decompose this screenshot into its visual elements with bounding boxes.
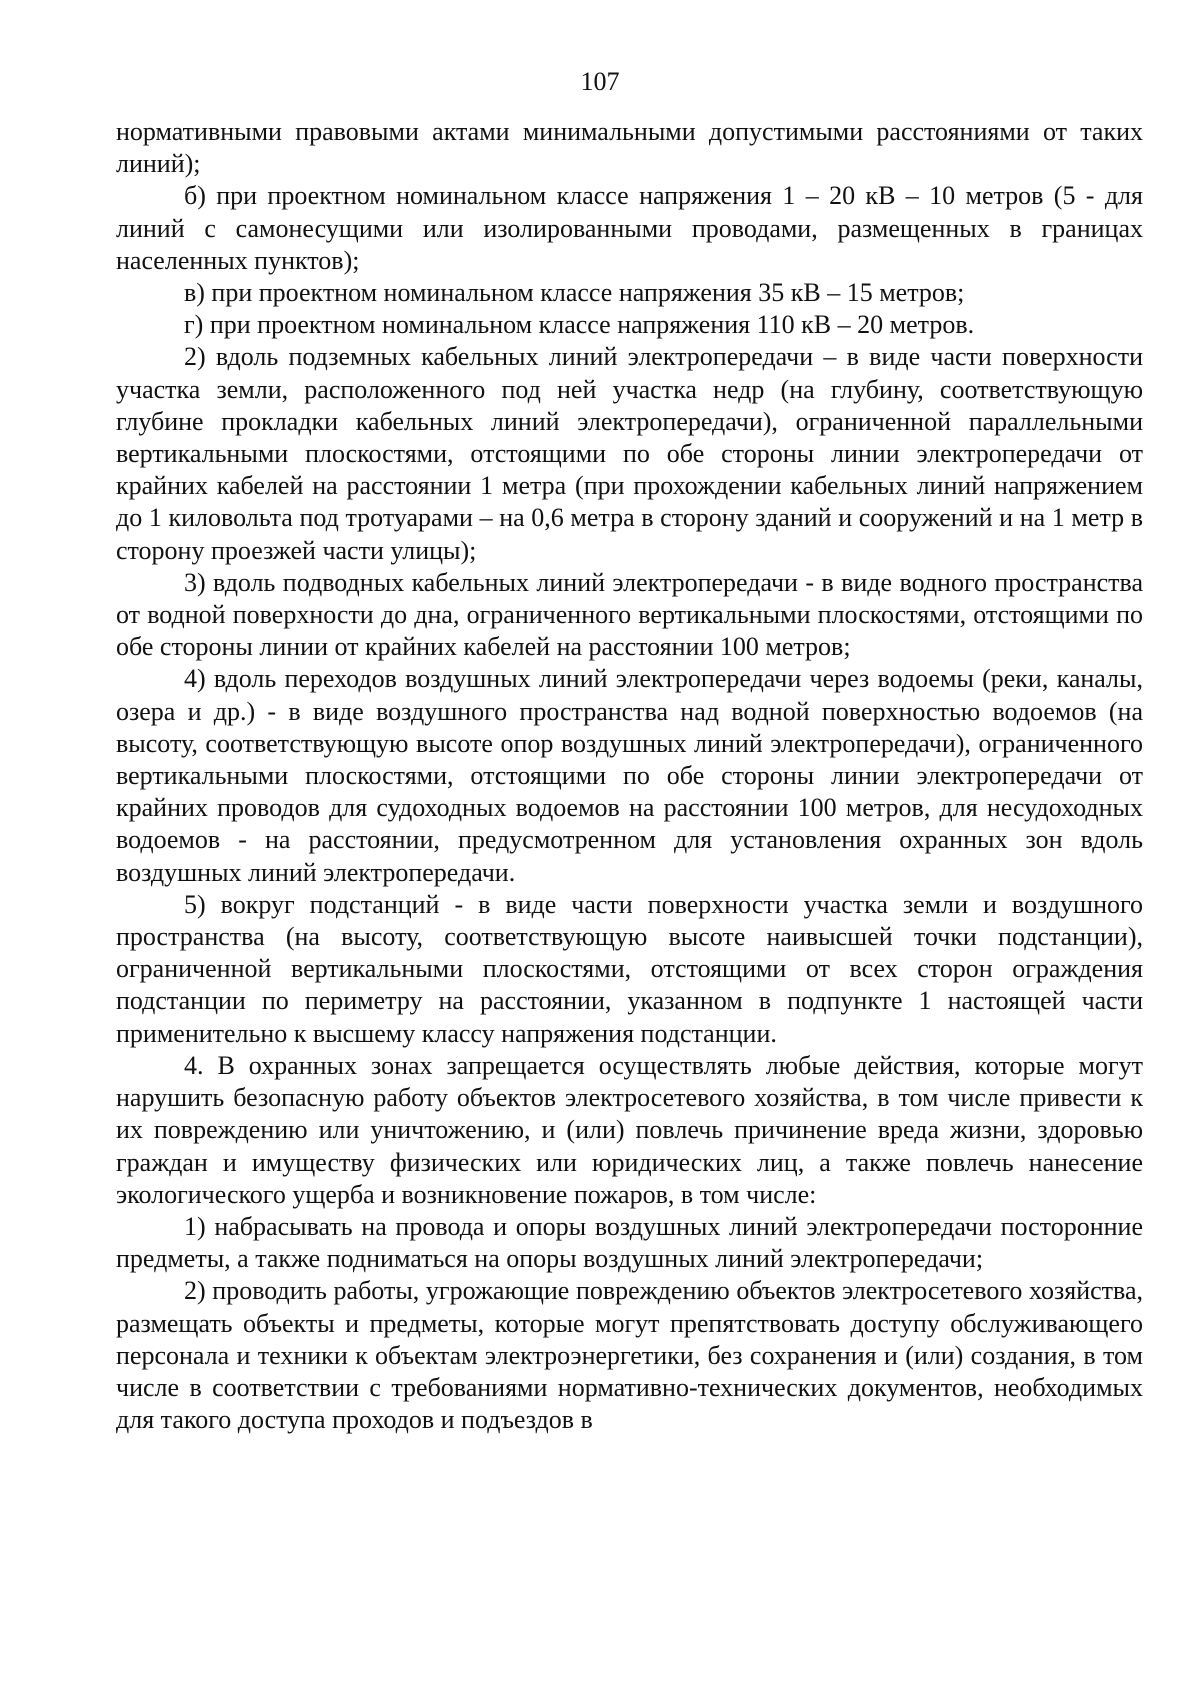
paragraph: 1) набрасывать на провода и опоры воздушных линий электропередачи посторонние предметы, а также подниматься на опоры воздушных линий электропередачи; — [116, 1211, 1143, 1274]
paragraph: нормативными правовыми актами минимальными допустимыми расстояниями от таких линий); — [116, 117, 1143, 179]
paragraph: 5) вокруг подстанций - в виде части поверхности участка земли и воздушного пространства (на высоту, соответствующую высоте наивысшей точки подстанции), ограниченной вертикальными плоскостями, отстоящими от всех сторон ограждения подстанции по периметру на расстоянии, указанном в подпункте 1 настоящей части применительно к высшему классу напряжения подстанции. — [116, 889, 1143, 1048]
paragraph: б) при проектном номинальном классе напряжения 1 – 20 кВ – 10 метров (5 - для линий с самонесущими или изолированными проводами, размещенных в границах населенных пунктов); — [116, 181, 1143, 275]
paragraph: 2) вдоль подземных кабельных линий электропередачи – в виде части поверхности участка земли, расположенного под ней участка недр (на глубину, соответствующую глубине прокладки кабельных линий электропередачи), ограниченной параллельными вертикальными плоскостями, отстоящими по обе стороны линии электропередачи от крайних кабелей на расстоянии 1 метра (при прохождении кабельных линий напряжением до 1 киловольта под тротуарами – на 0,6 метра в сторону зданий и сооружений и на 1 метр в сторону проезжей части улицы); — [116, 342, 1143, 565]
page-number: 107 — [580, 67, 620, 96]
paragraph: 2) проводить работы, угрожающие повреждению объектов электросетевого хозяйства, размещать объекты и предметы, которые могут препятствовать доступу обслуживающего персонала и техники к объектам электроэнергетики, без сохранения и (или) создания, в том числе в соответствии с требованиями нормативно-технических документов, необходимых для такого доступа проходов и подъездов в — [116, 1276, 1143, 1435]
paragraph: в) при проектном номинальном классе напряжения 35 кВ – 15 метров; — [184, 278, 965, 308]
paragraph: 3) вдоль подводных кабельных линий электропередачи - в виде водного пространства от водной поверхности до дна, ограниченного вертикальными плоскостями, отстоящими по обе стороны линии от крайних кабелей на расстоянии 100 метров; — [116, 567, 1143, 662]
paragraph: 4) вдоль переходов воздушных линий электропередачи через водоемы (реки, каналы, озера и др.) - в виде воздушного пространства над водной поверхностью водоемов (на высоту, соответствующую высоте опор воздушных линий электропередачи), ограниченного вертикальными плоскостями, отстоящими по обе стороны линии электропередачи от крайних проводов для судоходных водоемов на расстоянии 100 метров, для несудоходных водоемов - на расстоянии, предусмотренном для установления охранных зон вдоль воздушных линий электропередачи. — [116, 664, 1143, 887]
document-body — [116, 116, 1143, 1436]
paragraph: г) при проектном номинальном классе напряжения 110 кВ – 20 метров. — [184, 310, 975, 340]
paragraph: 4. В охранных зонах запрещается осуществлять любые действия, которые могут нарушить безопасную работу объектов электросетевого хозяйства, в том числе привести к их повреждению или уничтожению, и (или) повлечь причинение вреда жизни, здоровью граждан и имуществу физических или юридических лиц, а также повлечь нанесение экологического ущерба и возникновение пожаров, в том числе: — [116, 1050, 1143, 1209]
